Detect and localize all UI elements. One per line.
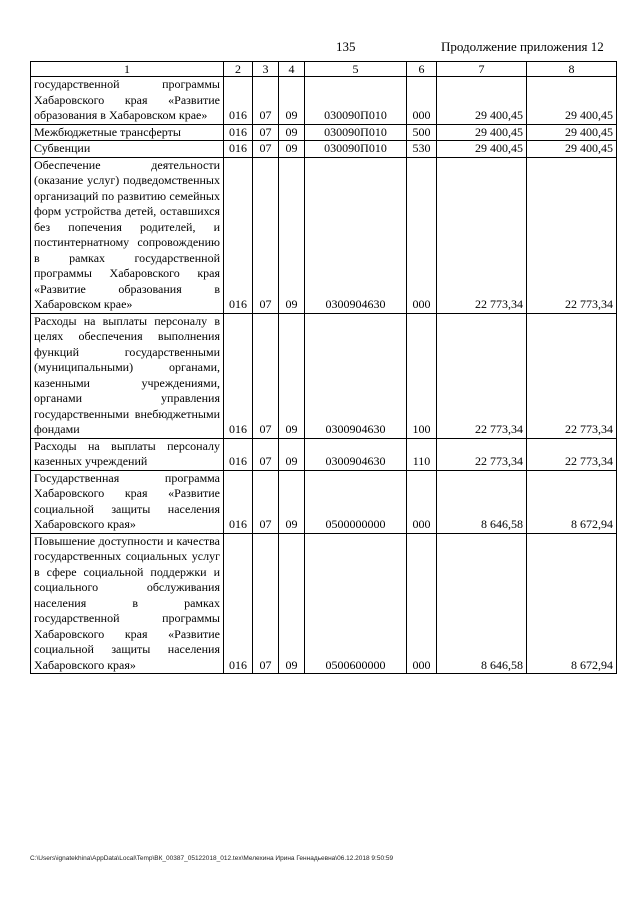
cell-section: 07: [253, 533, 279, 674]
cell-amount-2: 29 400,45: [527, 124, 617, 141]
cell-target-article: 0300904630: [305, 157, 407, 313]
cell-department: 016: [224, 157, 253, 313]
cell-section: 07: [253, 124, 279, 141]
cell-amount-2: 22 773,34: [527, 157, 617, 313]
cell-department: 016: [224, 77, 253, 125]
row-name: Расходы на выплаты персоналу казенных учреждений: [31, 438, 224, 470]
continuation-title: Продолжение приложения 12: [441, 39, 604, 54]
cell-amount-1: 29 400,45: [437, 124, 527, 141]
table-row: [31, 157, 617, 313]
cell-expense-type: 100: [407, 313, 437, 438]
cell-section: 07: [253, 157, 279, 313]
cell-department: 016: [224, 470, 253, 533]
cell-target-article: 030090П010: [305, 77, 407, 125]
row-name: Межбюджетные трансферты: [31, 124, 224, 141]
cell-amount-1: 22 773,34: [437, 438, 527, 470]
cell-expense-type: 530: [407, 141, 437, 158]
cell-department: 016: [224, 141, 253, 158]
column-header-6: 6: [407, 62, 437, 77]
row-name: Субвенции: [31, 141, 224, 158]
table-row: [31, 77, 617, 125]
cell-section: 07: [253, 141, 279, 158]
cell-subsection: 09: [279, 124, 305, 141]
cell-target-article: 0500000000: [305, 470, 407, 533]
row-name: Повышение доступности и качества государственных социальных услуг в сфере социальной поддержки и социального обслуживания населения в рамках государственной программы Хабаровского края «Развитие социальной защиты населения Хабаровского края»: [31, 533, 224, 674]
column-header-5: 5: [305, 62, 407, 77]
page-number: 135: [336, 39, 356, 54]
cell-department: 016: [224, 533, 253, 674]
table-row: [31, 533, 617, 674]
cell-target-article: 0300904630: [305, 438, 407, 470]
table-row: [31, 124, 617, 141]
cell-expense-type: 000: [407, 470, 437, 533]
cell-section: 07: [253, 438, 279, 470]
row-name: государственной программы Хабаровского края «Развитие образования в Хабаровском крае»: [31, 77, 224, 125]
cell-subsection: 09: [279, 313, 305, 438]
cell-amount-2: 22 773,34: [527, 313, 617, 438]
cell-section: 07: [253, 77, 279, 125]
row-name: Обеспечение деятельности (оказание услуг) подведомственных организаций по развитию семейных форм устройства детей, оставшихся без попечения родителей, и постинтернатному сопровождению в рамках государственной программы Хабаровского края «Развитие образования в Хабаровском крае»: [31, 157, 224, 313]
cell-expense-type: 500: [407, 124, 437, 141]
cell-subsection: 09: [279, 157, 305, 313]
table-row: [31, 313, 617, 438]
column-header-4: 4: [279, 62, 305, 77]
cell-subsection: 09: [279, 533, 305, 674]
cell-amount-1: 8 646,58: [437, 470, 527, 533]
cell-expense-type: 000: [407, 157, 437, 313]
cell-department: 016: [224, 438, 253, 470]
column-header-3: 3: [253, 62, 279, 77]
cell-target-article: 0500600000: [305, 533, 407, 674]
cell-amount-1: 8 646,58: [437, 533, 527, 674]
column-header-8: 8: [527, 62, 617, 77]
row-name: Государственная программа Хабаровского края «Развитие социальной защиты населения Хабаровского края»: [31, 470, 224, 533]
cell-target-article: 030090П010: [305, 124, 407, 141]
cell-expense-type: 110: [407, 438, 437, 470]
cell-subsection: 09: [279, 438, 305, 470]
cell-department: 016: [224, 313, 253, 438]
cell-amount-2: 22 773,34: [527, 438, 617, 470]
table-row: [31, 470, 617, 533]
budget-table: [30, 61, 617, 674]
cell-section: 07: [253, 470, 279, 533]
cell-section: 07: [253, 313, 279, 438]
cell-subsection: 09: [279, 141, 305, 158]
cell-target-article: 030090П010: [305, 141, 407, 158]
cell-expense-type: 000: [407, 533, 437, 674]
cell-amount-1: 22 773,34: [437, 157, 527, 313]
cell-amount-2: 29 400,45: [527, 77, 617, 125]
cell-subsection: 09: [279, 470, 305, 533]
table-row: [31, 438, 617, 470]
cell-expense-type: 000: [407, 77, 437, 125]
cell-amount-1: 29 400,45: [437, 141, 527, 158]
table-header-row: [31, 62, 617, 77]
cell-amount-1: 22 773,34: [437, 313, 527, 438]
cell-department: 016: [224, 124, 253, 141]
column-header-2: 2: [224, 62, 253, 77]
column-header-7: 7: [437, 62, 527, 77]
cell-target-article: 0300904630: [305, 313, 407, 438]
row-name: Расходы на выплаты персоналу в целях обеспечения выполнения функций государственными (муниципальными) органами, казенными учреждениями, органами управления государственными внебюджетными фондами: [31, 313, 224, 438]
column-header-1: 1: [31, 62, 224, 77]
cell-amount-2: 8 672,94: [527, 470, 617, 533]
cell-amount-2: 8 672,94: [527, 533, 617, 674]
file-path-footer: C:\Users\ignatekhina\AppData\Local\Temp\ВК_00387_05122018_012.tex\Мелехина Ирина Геннадьевна\06.12.2018 9:50:59: [30, 855, 394, 862]
table-row: [31, 141, 617, 158]
cell-subsection: 09: [279, 77, 305, 125]
cell-amount-2: 29 400,45: [527, 141, 617, 158]
cell-amount-1: 29 400,45: [437, 77, 527, 125]
